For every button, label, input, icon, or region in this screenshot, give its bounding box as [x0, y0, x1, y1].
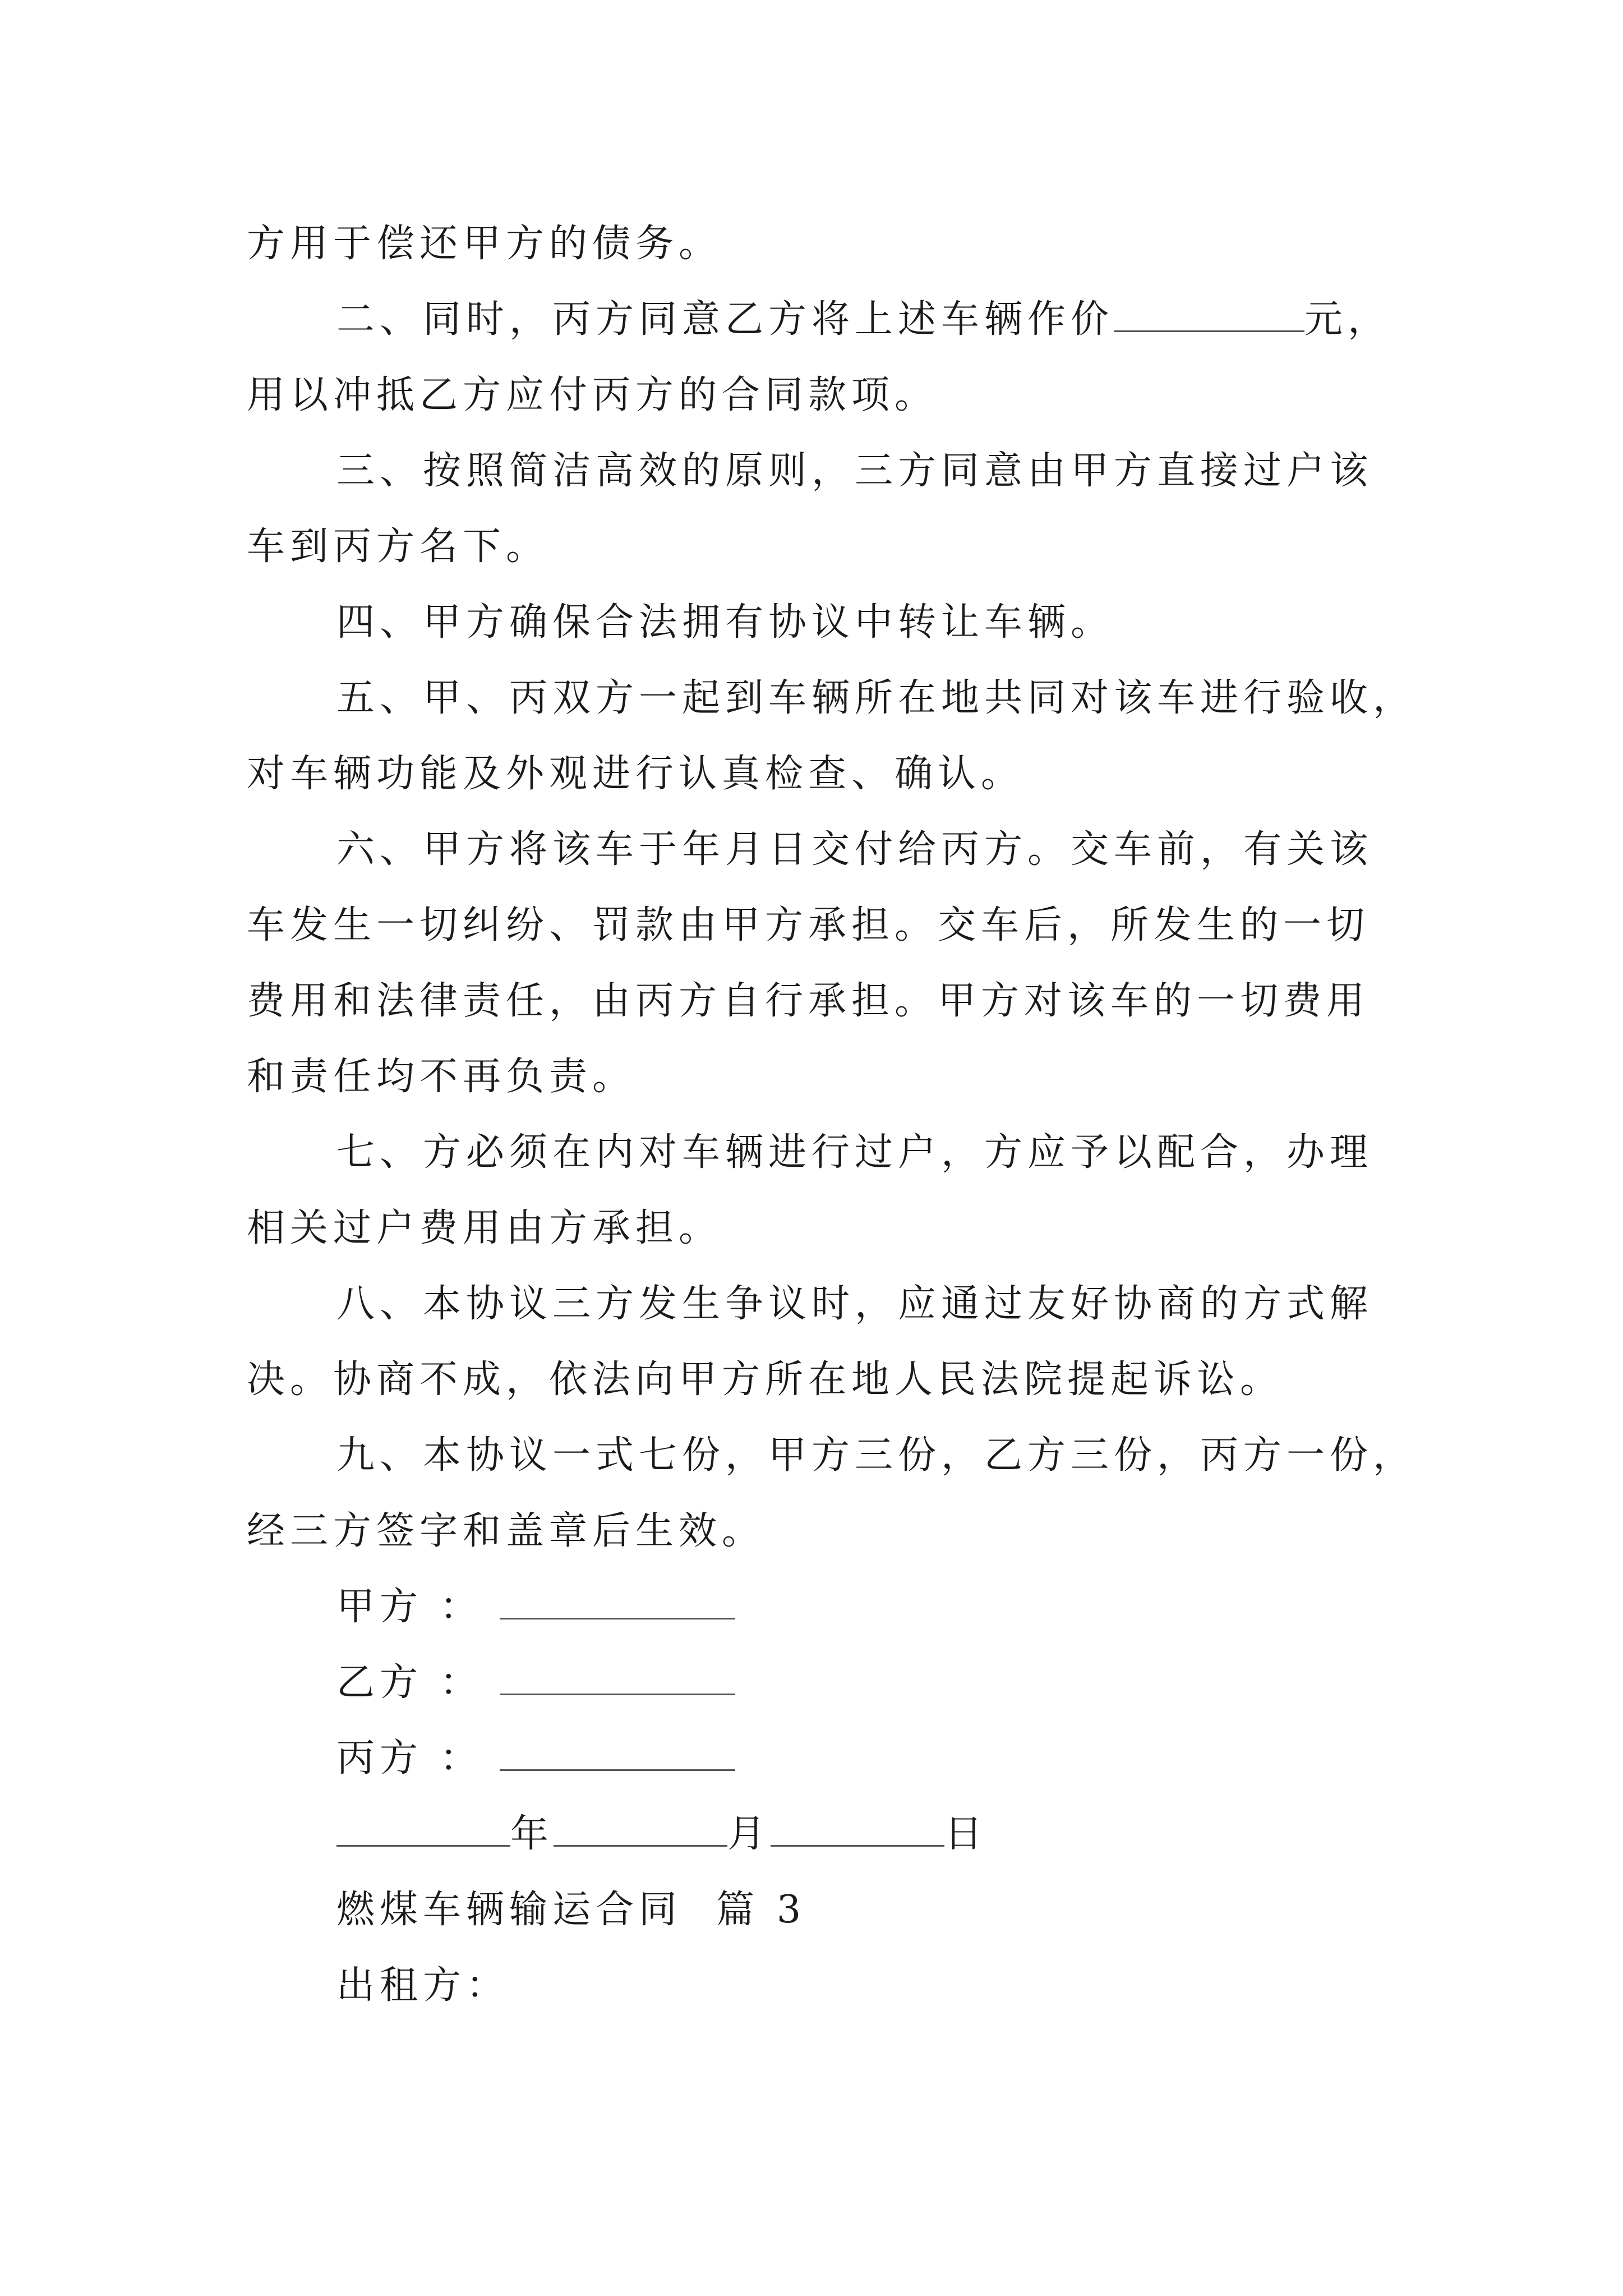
- paragraph-line: 方用于偿还甲方的债务。: [247, 222, 722, 266]
- month-label: 月: [727, 1812, 771, 1856]
- party-a-colon: ：: [440, 1585, 483, 1629]
- year-label: 年: [510, 1812, 554, 1856]
- signature-party-c: [336, 1736, 1481, 1781]
- party-b-label: 乙方: [336, 1660, 423, 1705]
- paragraph-line: 车到丙方名下。: [247, 524, 550, 569]
- day-label: 日: [944, 1812, 988, 1856]
- paragraph-line: 决。协商不成，依法向甲方所在地人民法院提起诉讼。: [247, 1358, 1284, 1402]
- party-a-label: 甲方: [336, 1585, 423, 1629]
- price-blank: [1114, 298, 1304, 332]
- clause-seven: 七、方必须在内对车辆进行过户，方应予以配合，办理: [336, 1130, 1373, 1175]
- section-title: 燃煤车辆输运合同 篇 3: [336, 1888, 806, 1932]
- paragraph-line: 车发生一切纠纷、罚款由甲方承担。交车后，所发生的一切: [247, 903, 1370, 947]
- party-c-label: 丙方: [336, 1736, 423, 1780]
- signature-party-b: [336, 1660, 1481, 1705]
- signature-party-a: [336, 1585, 1481, 1630]
- clause-three: 三、按照简洁高效的原则，三方同意由甲方直接过户该: [336, 449, 1373, 493]
- clause-two-text: 二、同时，丙方同意乙方将上述车辆作价: [336, 297, 1114, 342]
- date-line: [336, 1812, 1481, 1857]
- year-blank: [336, 1812, 510, 1847]
- lessor-label: 出租方：: [336, 1963, 510, 2008]
- day-blank: [771, 1812, 944, 1847]
- month-blank: [554, 1812, 727, 1847]
- paragraph-line: 用以冲抵乙方应付丙方的合同款项。: [247, 373, 938, 417]
- paragraph-line: 相关过户费用由方承担。: [247, 1206, 722, 1250]
- clause-two-line: [336, 297, 1481, 342]
- clause-six: 六、甲方将该车于年月日交付给丙方。交车前，有关该: [336, 827, 1373, 872]
- paragraph-line: 经三方签字和盖章后生效。: [247, 1509, 766, 1553]
- clause-two-unit: 元，: [1304, 297, 1391, 342]
- party-b-signature-blank: [500, 1661, 735, 1695]
- paragraph-line: 费用和法律责任，由丙方自行承担。甲方对该车的一切费用: [247, 979, 1370, 1023]
- party-b-colon: ：: [440, 1660, 483, 1705]
- clause-eight: 八、本协议三方发生争议时，应通过友好协商的方式解: [336, 1282, 1373, 1326]
- clause-nine: 九、本协议一式七份，甲方三份，乙方三份，丙方一份，: [336, 1433, 1417, 1478]
- clause-five: 五、甲、丙双方一起到车辆所在地共同对该车进行验收，: [336, 676, 1417, 720]
- paragraph-line: 和责任均不再负责。: [247, 1055, 636, 1099]
- party-a-signature-blank: [500, 1585, 735, 1619]
- party-c-colon: ：: [440, 1736, 483, 1780]
- party-c-signature-blank: [500, 1737, 735, 1771]
- clause-four: 四、甲方确保合法拥有协议中转让车辆。: [336, 600, 1114, 645]
- paragraph-line: 对车辆功能及外观进行认真检查、确认。: [247, 752, 1025, 796]
